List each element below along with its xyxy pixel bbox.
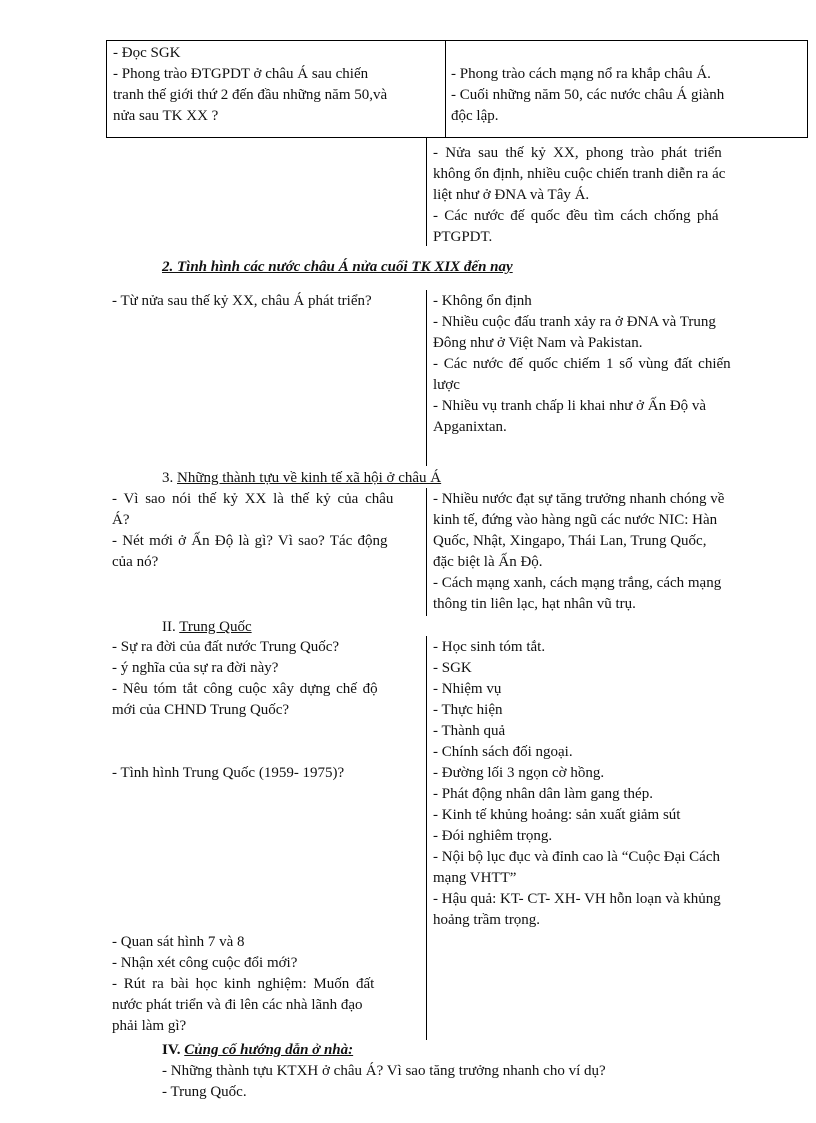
- text-line: - Nét mới ở Ấn Độ là gì? Vì sao? Tác động: [112, 533, 388, 549]
- text-line: phải làm gì?: [112, 1018, 187, 1034]
- text-line: lược: [433, 377, 460, 393]
- text-line: Đông như ở Việt Nam và Pakistan.: [433, 335, 643, 351]
- section3-left: [112, 489, 420, 573]
- text-line: - Chính sách đối ngoại.: [433, 744, 573, 760]
- table-divider: [445, 41, 446, 137]
- section-iv-heading: [162, 1040, 353, 1061]
- text-line: - Nội bộ lục đục và đỉnh cao là “Cuộc Đại Cách: [433, 849, 720, 865]
- column-divider: [426, 290, 427, 466]
- text-line: - Nhiều vụ tranh chấp li khai như ở Ấn Độ và: [433, 398, 707, 414]
- text-line: - Nhiều cuộc đấu tranh xảy ra ở ĐNA và Trung: [433, 314, 716, 330]
- section-iv-items: [162, 1061, 782, 1103]
- text-line: - SGK: [433, 660, 472, 676]
- text-line: Apganixtan.: [433, 419, 507, 435]
- text-line: - Sự ra đời của đất nước Trung Quốc?: [112, 639, 340, 655]
- section-iv-heading-number: IV.: [162, 1042, 181, 1058]
- text-line: - Hậu quả: KT- CT- XH- VH hỗn loạn và khủng: [433, 891, 721, 907]
- text-line: - Không ổn định: [433, 293, 532, 309]
- text-line: - Học sinh tóm tắt.: [433, 639, 546, 655]
- top-table: [106, 40, 808, 138]
- text-line: - Nêu tóm tắt công cuộc xây dựng chế độ: [112, 681, 378, 697]
- text-line: - Nhiệm vụ: [433, 681, 502, 697]
- text-line: PTGPDT.: [433, 229, 493, 245]
- text-line: không ổn định, nhiều cuộc chiến tranh diễn ra ác: [433, 166, 726, 182]
- text-line: - ý nghĩa của sự ra đời này?: [112, 660, 279, 676]
- section3-right: [433, 489, 773, 615]
- section-ii-left-a: [112, 637, 420, 721]
- column-divider: [426, 636, 427, 1040]
- section-ii-heading-number: II.: [162, 619, 176, 635]
- section3-heading: [162, 468, 441, 489]
- text-line: - Thực hiện: [433, 702, 503, 718]
- text-line: - Đói nghiêm trọng.: [433, 828, 553, 844]
- section2-heading: 2. Tình hình các nước châu Á nửa cuối TK XIX đến nay: [162, 259, 513, 275]
- column-divider: [426, 138, 427, 246]
- text-line: mạng VHTT”: [433, 870, 517, 886]
- text-line: - Các nước đế quốc đều tìm cách chống phá: [433, 208, 719, 224]
- column-divider: [426, 488, 427, 616]
- text-line: - Các nước đế quốc chiếm 1 số vùng đất chiến: [433, 356, 731, 372]
- text-line: - Thành quả: [433, 723, 506, 739]
- text-line: - Nhận xét công cuộc đổi mới?: [112, 955, 298, 971]
- text-line: - Rút ra bài học kinh nghiệm: Muốn đất: [112, 976, 375, 992]
- text-line: mới của CHND Trung Quốc?: [112, 702, 290, 718]
- text-line: - Cách mạng xanh, cách mạng trắng, cách mạng: [433, 575, 722, 591]
- section-ii-left-b: [112, 763, 420, 784]
- text-line: - Phong trào ĐTGPDT ở châu Á sau chiến: [113, 66, 369, 82]
- text-line: - Nửa sau thế kỷ XX, phong trào phát triển: [433, 145, 722, 161]
- section-ii-heading-text: Trung Quốc: [179, 619, 252, 635]
- text-line: - Cuối những năm 50, các nước châu Á giành: [451, 87, 725, 103]
- section3-heading-number: 3.: [162, 470, 174, 486]
- section3-heading-text: Những thành tựu về kinh tế xã hội ở châu Á: [177, 470, 442, 486]
- section-iv-heading-text: Củng cố hướng dẫn ở nhà:: [184, 1042, 354, 1058]
- section-ii-left-c: [112, 932, 420, 1037]
- text-line: - Vì sao nói thế kỷ XX là thế kỷ của châu: [112, 491, 394, 507]
- list-item: - Trung Quốc.: [162, 1084, 247, 1100]
- text-line: Quốc, Nhật, Xingapo, Thái Lan, Trung Quốc,: [433, 533, 707, 549]
- text-line: Á?: [112, 512, 130, 528]
- text-line: độc lập.: [451, 108, 499, 124]
- text-line: - Phong trào cách mạng nổ ra khắp châu Á.: [451, 66, 711, 82]
- text-line: của nó?: [112, 554, 159, 570]
- text-line: - Quan sát hình 7 và 8: [112, 934, 245, 950]
- text-line: liệt như ở ĐNA và Tây Á.: [433, 187, 590, 203]
- text-line: nước phát triển và đi lên các nhà lãnh đạo: [112, 997, 363, 1013]
- text-line: - Đọc SGK: [113, 45, 181, 61]
- text-line: - Đường lối 3 ngọn cờ hồng.: [433, 765, 605, 781]
- text-line: nửa sau TK XX ?: [113, 108, 219, 124]
- section2-left: [112, 291, 422, 312]
- text-line: - Nhiều nước đạt sự tăng trưởng nhanh chóng về: [433, 491, 725, 507]
- top-left-cell: [113, 43, 439, 127]
- text-line: - Phát động nhân dân làm gang thép.: [433, 786, 653, 802]
- text-line: - Tình hình Trung Quốc (1959- 1975)?: [112, 765, 345, 781]
- text-line: đặc biệt là Ấn Độ.: [433, 554, 543, 570]
- section-ii-right: [433, 637, 773, 931]
- section-ii-heading: [162, 617, 252, 638]
- text-line: thông tin liên lạc, hạt nhân vũ trụ.: [433, 596, 636, 612]
- text-line: kinh tế, đứng vào hàng ngũ các nước NIC: Hàn: [433, 512, 718, 528]
- list-item: - Những thành tựu KTXH ở châu Á? Vì sao tăng trưởng nhanh cho ví dụ?: [162, 1063, 606, 1079]
- text-line: - Từ nửa sau thế kỷ XX, châu Á phát triển?: [112, 293, 372, 309]
- text-line: tranh thế giới thứ 2 đến đầu những năm 50,và: [113, 87, 388, 103]
- top-right-cell: [451, 64, 803, 127]
- text-line: hoảng trầm trọng.: [433, 912, 541, 928]
- text-line: - Kinh tế khủng hoảng: sản xuất giảm sút: [433, 807, 681, 823]
- section2-right: [433, 291, 773, 438]
- block1-right: [433, 143, 773, 248]
